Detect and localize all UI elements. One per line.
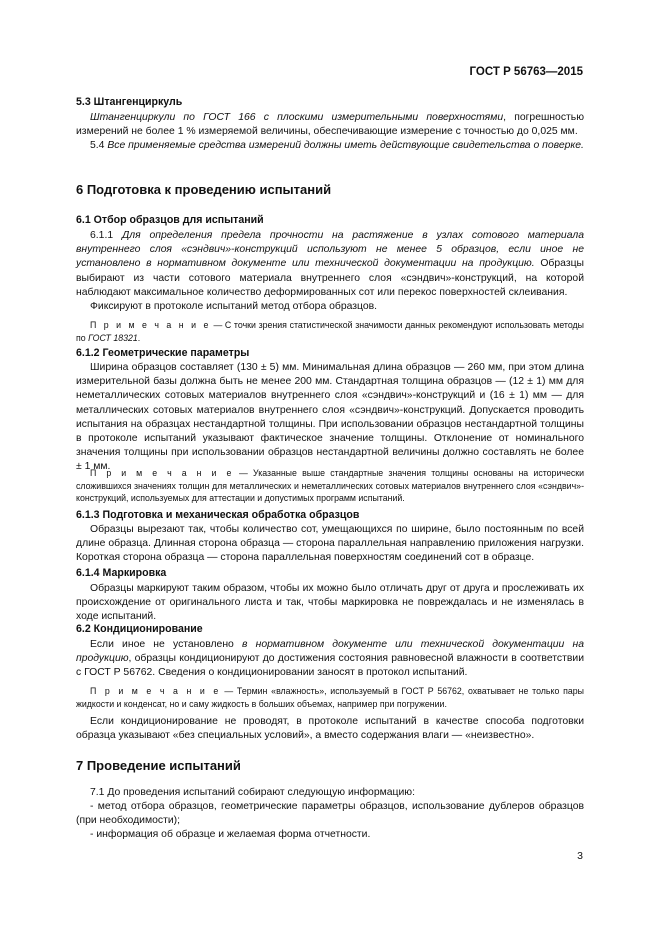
section-6-1-3-title: 6.1.3 Подготовка и механическая обработка образцов <box>76 509 360 521</box>
note-6-2 <box>76 685 584 710</box>
section-6-1-1-fix: Фиксируют в протоколе испытаний метод отбора образцов. <box>90 301 378 312</box>
note-label: П р и м е ч а н и е <box>90 320 211 330</box>
body-text: Если иное не установлено <box>90 639 243 650</box>
section-6-1-4-text: Образцы маркируют таким образом, чтобы их можно было отличать друг от друга и прослеживать их происхождение от оригинального листа и так, чтобы маркировка не повреждалась и не изменялась в ходе испытаний. <box>76 583 584 623</box>
note-label: П р и м е ч а н и е <box>90 468 234 478</box>
note-6-1-2 <box>76 467 584 505</box>
section-6-1-2-title: 6.1.2 Геометрические параметры <box>76 347 250 359</box>
body-text: , погрешностью измерений не более 1 % измеряемой величины, обеспечивающие измерение с точностью до 0,025 мм. <box>76 112 584 138</box>
section-5-3-text <box>76 111 584 139</box>
page-number: 3 <box>577 850 583 862</box>
italic-text: в нормативном документе или технической документации на продукцию <box>76 639 584 665</box>
section-6-1-2-text: Ширина образцов составляет (130 ± 5) мм. Минимальная длина образцов — 260 мм, при этом длина измерительной базы должна быть не менее 200 мм. Стандартная толщина образцов — (12 ± 1) мм для неметаллических сотовых материалов внутреннего слоя «сэндвич»-конструкций и (16 ± 1) мм — для металлических сотовых материалов внутреннего слоя «сэндвич»-конструкций. Допускается проводить испытания на образцах нестандартной толщины. При использовании образцов нестандартной толщины в протоколе испытаний указывают фактическое значение толщины. Отклонение от номинального значения толщины при использовании образцов нестандартной величины должно составлять не более ± 1 мм. <box>76 362 584 473</box>
section-6-1-3-text: Образцы вырезают так, чтобы количество сот, умещающихся по ширине, было постоянным по всей длине образца. Длинная сторона образца — сторона параллельная направлению приложения нагрузки. Короткая сторона образца — сторона параллельная поверхностям соединений сот в образце. <box>76 524 584 564</box>
section-6-2-title: 6.2 Кондиционирование <box>76 623 203 635</box>
section-5-3-title: 5.3 Штангенциркуль <box>76 96 183 108</box>
chapter-6-title: 6 Подготовка к проведению испытаний <box>76 182 332 197</box>
italic-text: Все применяемые средства измерений должны иметь действующие свидетельства о поверке. <box>107 140 584 151</box>
clause-number: 5.4 <box>90 140 108 151</box>
section-6-2-text <box>76 638 584 681</box>
section-6-1-4-title: 6.1.4 Маркировка <box>76 567 167 579</box>
note-end: . <box>137 332 141 343</box>
note-6-1-1 <box>76 319 584 344</box>
list-item: - информация об образце и желаемая форма отчетности. <box>90 829 371 840</box>
note-text: — С точки зрения статистической значимости данных рекомендуют использовать методы по <box>76 320 585 343</box>
italic-text: Для определения предела прочности на растяжение в узлах сотового материала внутреннего слоя «сэндвич»-конструкций используют не менее 5 образцов, если иное не установлено в нормативном документе или технической документации на продукцию. <box>76 230 584 270</box>
list-item: - метод отбора образцов, геометрические параметры образцов, использование дублеров образцов (при необходимости); <box>76 801 584 827</box>
note-italic: ГОСТ 18321 <box>88 332 138 343</box>
section-5-4-text <box>76 139 584 153</box>
note-label: П р и м е ч а н и е <box>90 686 221 696</box>
section-6-1-title: 6.1 Отбор образцов для испытаний <box>76 214 264 226</box>
section-7-1-text: 7.1 До проведения испытаний собирают следующую информацию: <box>90 787 415 798</box>
chapter-7-title: 7 Проведение испытаний <box>76 758 241 773</box>
section-6-1-1-text <box>76 229 584 300</box>
section-6-2-text-2: Если кондиционирование не проводят, в протоколе испытаний в качестве способа подготовки образца указывают «без специальных условий», а вместо содержания влаги — «неизвестно». <box>76 716 584 742</box>
note-text: — Термин «влажность», используемый в ГОСТ Р 56762, охватывает не только пары жидкости и конденсат, но и саму жидкость в больших объемах, например при погружении. <box>76 686 584 709</box>
italic-text: Штангенциркули по ГОСТ 166 с плоскими измерительными поверхностями <box>90 112 504 123</box>
body-text: , образцы кондиционируют до достижения состояния равновесной влажности в соответствии с ГОСТ Р 56762. Сведения о кондиционировании заносят в протокол испытаний. <box>76 653 584 679</box>
body-text: Образцы выбирают из части сотового материала внутреннего слоя «сэндвич»-конструкций, на которой наблюдают максимальное количество деформированных сот или перекос поверхностей склеивания. <box>76 258 585 298</box>
document-header: ГОСТ Р 56763—2015 <box>469 66 583 78</box>
note-text: — Указанные выше стандартные значения толщины основаны на исторически сложившихся значениях толщин для металлических и неметаллических сотовых материалов внутреннего слоя «сэндвич»-конструкций, используемых для аттестации и допустимых программ испытаний. <box>76 468 584 504</box>
clause-number: 6.1.1 <box>90 230 122 241</box>
